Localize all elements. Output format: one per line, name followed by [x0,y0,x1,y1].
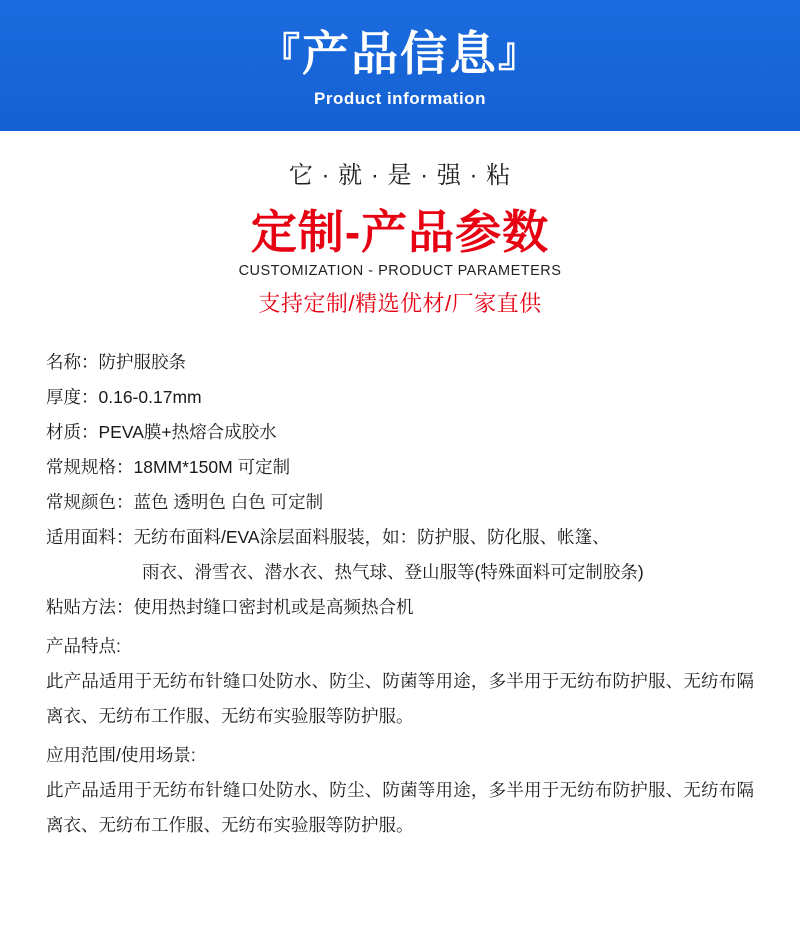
banner-title [260,28,540,80]
spec-label: 名称： [46,351,99,372]
spec-row [46,415,754,450]
spec-row [46,520,754,555]
section-title: 产品特点: [46,635,121,656]
spec-row [46,345,754,380]
section-body: 此产品适用于无纺布针缝口处防水、防尘、防菌等用途，多半用于无纺布防护服、无纺布隔离衣、无纺布工作服、无纺布实验服等防护服。 [46,670,754,726]
spec-label: 材质： [46,421,99,442]
page-banner [0,0,800,131]
headline-title: 定制-产品参数 [250,206,550,258]
spec-continuation-line: 雨衣、滑雪衣、潜水衣、热气球、登山服等(特殊面料可定制胶条) [142,561,644,582]
banner-title-right-bracket: 』 [498,31,540,76]
spec-value: 18MM*150M 可定制 [133,456,291,477]
headline-block [0,131,800,315]
section-body: 此产品适用于无纺布针缝口处防水、防尘、防菌等用途，多半用于无纺布防护服、无纺布隔离衣、无纺布工作服、无纺布实验服等防护服。 [46,779,754,835]
spec-value: PEVA膜+热熔合成胶水 [98,421,277,442]
headline-tagline: 它 · 就 · 是 · 强 · 粘 [288,162,512,189]
spec-value: 无纺布面料/EVA涂层面料服装，如：防护服、防化服、帐篷、 [133,526,610,547]
spec-label: 适用面料： [46,526,134,547]
application-scope-section [0,738,800,843]
spec-value: 使用热封缝口密封机或是高频热合机 [133,596,414,617]
spec-label: 厚度： [46,386,99,407]
banner-subtitle: Product information [314,88,486,108]
spec-label: 粘贴方法： [46,596,134,617]
headline-slogan: 支持定制/精选优材/厂家直供 [258,290,542,316]
spec-label: 常规颜色： [46,491,134,512]
headline-english-subtitle: CUSTOMIZATION - PRODUCT PARAMETERS [238,263,562,279]
spec-list [0,345,800,625]
banner-title-left-bracket: 『 [260,31,302,76]
spec-label: 常规规格： [46,456,134,477]
section-title: 应用范围/使用场景: [46,744,196,765]
banner-title-text: 产品信息 [302,27,498,81]
spec-value: 0.16-0.17mm [98,386,202,407]
spec-row [46,380,754,415]
spec-row [46,485,754,520]
product-features-section [0,629,800,734]
spec-value: 蓝色 透明色 白色 可定制 [133,491,324,512]
spec-row [46,450,754,485]
spec-row [46,590,754,625]
spec-value: 防护服胶条 [98,351,186,372]
